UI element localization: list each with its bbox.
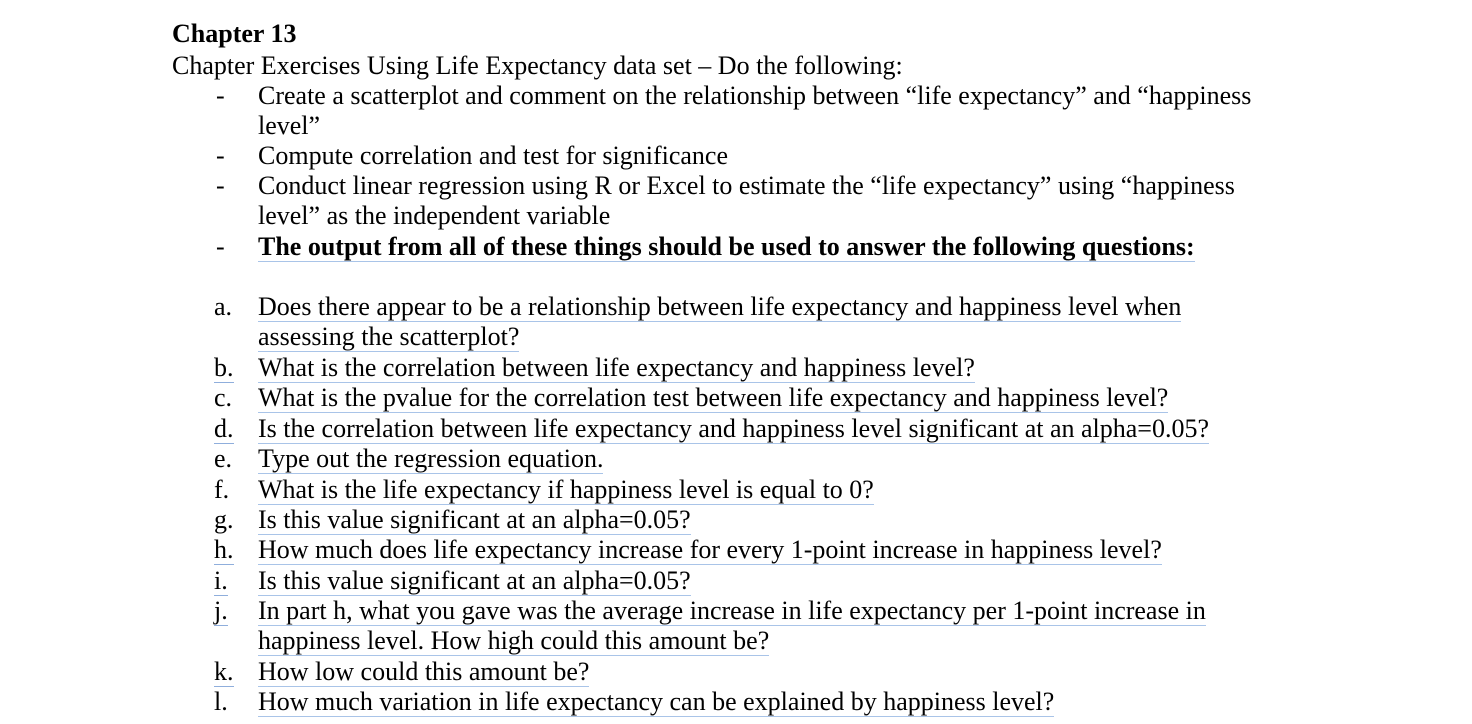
- task-4-line-1: [258, 232, 1195, 262]
- chapter-heading: Chapter 13: [172, 19, 297, 48]
- task-1-marker: -: [216, 81, 225, 110]
- task-1-line-2: level”: [258, 111, 321, 140]
- question-j-text-2: happiness level. How high could this amount be?: [258, 626, 770, 655]
- question-k-marker: [214, 657, 234, 687]
- question-c-text: What is the pvalue for the correlation test between life expectancy and happiness level?: [258, 383, 1169, 412]
- question-l-text: How much variation in life expectancy can be explained by happiness level?: [258, 687, 1055, 716]
- question-k-text: How low could this amount be?: [258, 657, 590, 686]
- question-d-marker-text: d.: [214, 414, 234, 443]
- question-i-marker: [214, 566, 228, 596]
- question-c-line-1: [258, 383, 1168, 413]
- task-3-marker: -: [216, 171, 225, 200]
- task-2-line-1: Compute correlation and test for significance: [258, 141, 729, 170]
- question-e-text: Type out the regression equation.: [258, 444, 604, 473]
- question-j-marker: [214, 596, 228, 626]
- question-b-text: What is the correlation between life expectancy and happiness level?: [258, 353, 975, 382]
- question-f-text: What is the life expectancy if happiness level is equal to 0?: [258, 475, 874, 504]
- question-d-marker: [214, 414, 234, 444]
- question-k-line-1: [258, 657, 589, 687]
- question-j-line-2: [258, 626, 769, 656]
- question-a-marker: a.: [214, 292, 233, 321]
- task-2-marker: -: [216, 141, 225, 170]
- task-4-text: The output from all of these things should be used to answer the following questions:: [258, 232, 1195, 261]
- question-h-line-1: [258, 535, 1162, 565]
- question-h-text: How much does life expectancy increase for every 1-point increase in happiness level?: [258, 535, 1162, 564]
- question-i-text: Is this value significant at an alpha=0.05?: [258, 566, 691, 595]
- question-g-line-1: [258, 505, 691, 535]
- question-d-text: Is the correlation between life expectancy and happiness level significant at an alpha=0.05?: [258, 414, 1210, 443]
- question-h-marker-text: h.: [214, 535, 234, 564]
- question-j-marker-text: j.: [214, 596, 228, 625]
- question-a-line-2: [258, 322, 519, 352]
- question-g-marker: g.: [214, 505, 234, 534]
- task-4-marker: -: [216, 232, 225, 261]
- chapter-subheading: Chapter Exercises Using Life Expectancy data set – Do the following:: [172, 51, 903, 80]
- task-1-line-1: Create a scatterplot and comment on the relationship between “life expectancy” and “happiness: [258, 81, 1252, 110]
- question-j-text-1: In part h, what you gave was the average increase in life expectancy per 1-point increase in: [258, 596, 1206, 625]
- question-l-marker: l.: [214, 687, 228, 716]
- question-h-marker: [214, 535, 234, 565]
- question-k-marker-text: k.: [214, 657, 234, 686]
- question-f-line-1: [258, 475, 874, 505]
- question-i-marker-text: i.: [214, 566, 228, 595]
- question-e-marker: e.: [214, 444, 233, 473]
- question-d-line-1: [258, 414, 1209, 444]
- question-a-line-1: [258, 292, 1181, 322]
- task-3-line-1: Conduct linear regression using R or Excel to estimate the “life expectancy” using “happiness: [258, 171, 1235, 200]
- question-b-marker: [214, 353, 234, 383]
- question-j-line-1: [258, 596, 1206, 626]
- question-a-text-2: assessing the scatterplot?: [258, 322, 520, 351]
- question-b-line-1: [258, 353, 975, 383]
- question-l-line-1: [258, 687, 1054, 717]
- question-i-line-1: [258, 566, 691, 596]
- question-c-marker: c.: [214, 383, 233, 412]
- question-f-marker: f.: [214, 475, 230, 504]
- question-g-text: Is this value significant at an alpha=0.05?: [258, 505, 691, 534]
- question-e-line-1: [258, 444, 603, 474]
- question-b-marker-text: b.: [214, 353, 234, 382]
- question-a-text-1: Does there appear to be a relationship between life expectancy and happiness level when: [258, 292, 1182, 321]
- task-3-line-2: level” as the independent variable: [258, 201, 611, 230]
